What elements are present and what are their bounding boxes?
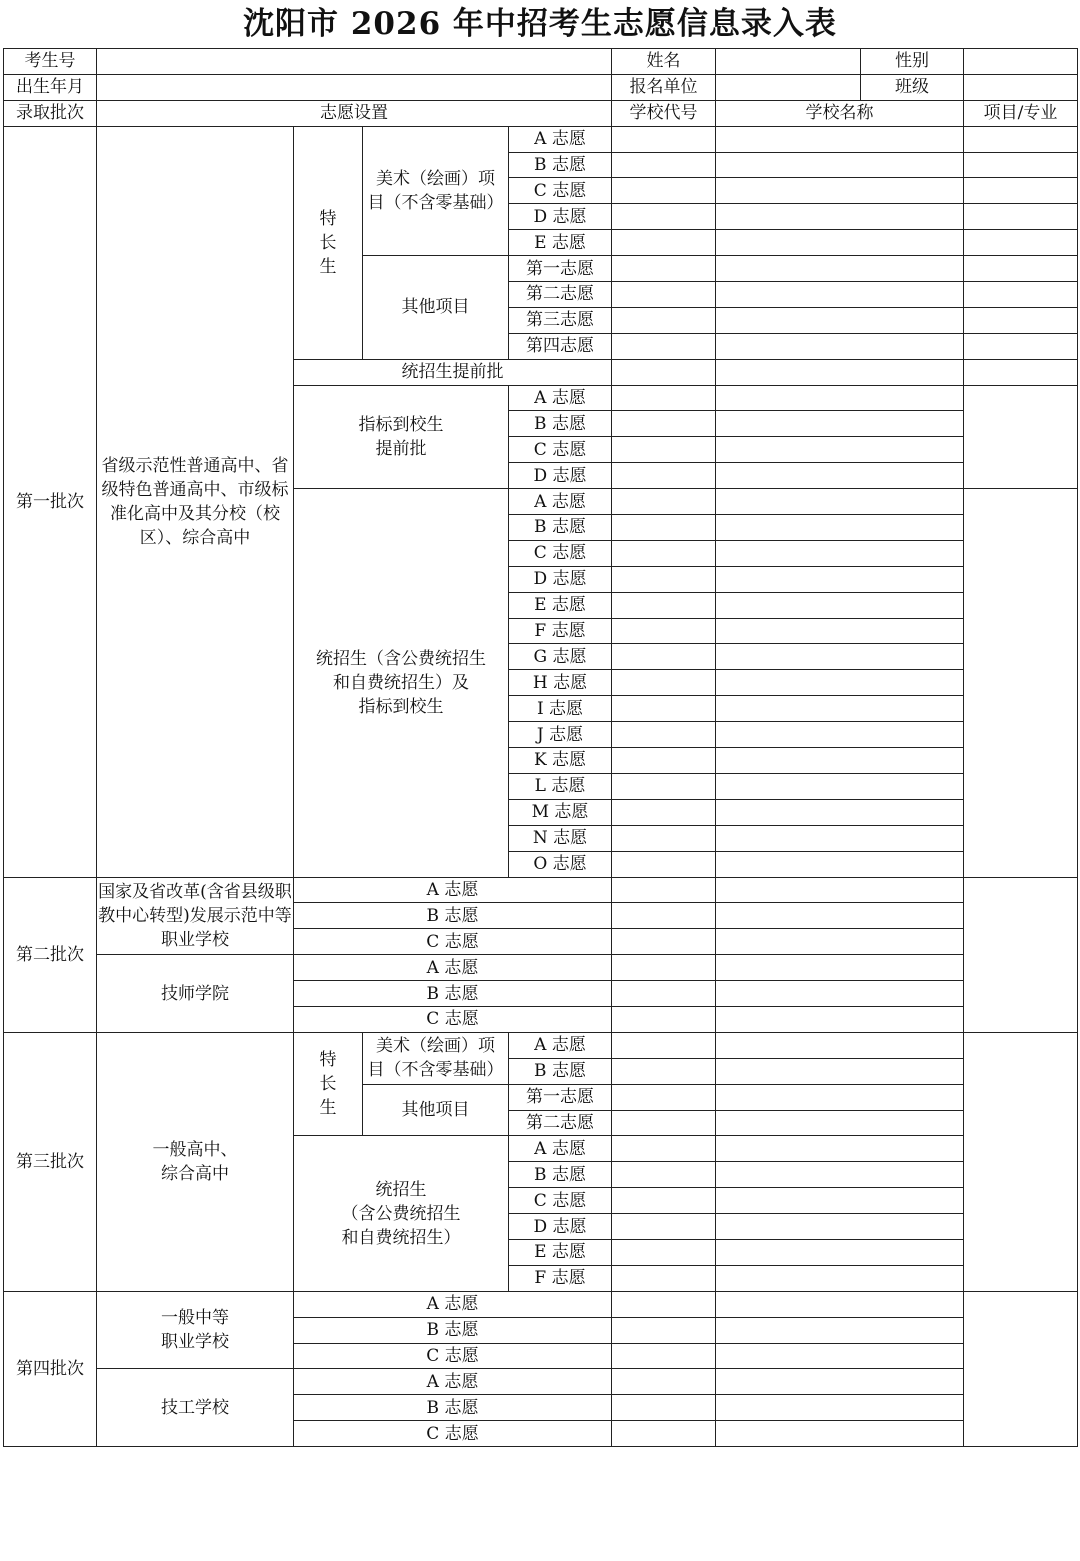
school-code-input[interactable] — [612, 126, 716, 152]
school-name-header: 学校名称 — [716, 100, 964, 126]
choice-label: 第一志愿 — [509, 256, 612, 282]
school-name-input[interactable] — [716, 670, 964, 696]
batch1-label: 第一批次 — [4, 126, 97, 877]
project-input[interactable] — [964, 126, 1078, 152]
choice-label: I 志愿 — [509, 696, 612, 722]
batch3-general-line-1: 统招生 — [375, 1179, 427, 1200]
batch3-school-type-line-1: 一般高中、 — [152, 1139, 238, 1160]
choice-label: C 志愿 — [294, 1343, 612, 1369]
choice-label: C 志愿 — [509, 178, 612, 204]
setting-header: 志愿设置 — [97, 100, 612, 126]
choice-label: B 志愿 — [509, 152, 612, 178]
school-name-input[interactable] — [716, 696, 964, 722]
school-name-input[interactable] — [716, 1032, 964, 1058]
choice-label: A 志愿 — [294, 1369, 612, 1395]
choice-label: 第一志愿 — [509, 1084, 612, 1110]
school-name-input[interactable] — [716, 1110, 964, 1136]
school-name-input[interactable] — [716, 359, 964, 385]
school-code-input[interactable] — [612, 851, 716, 877]
school-code-input[interactable] — [612, 592, 716, 618]
batch3-other-project: 其他项目 — [363, 1084, 509, 1136]
choice-label: F 志愿 — [509, 1265, 612, 1291]
school-code-input[interactable] — [612, 152, 716, 178]
batch3-specialty — [294, 1032, 363, 1136]
batch3-general-line-2: （含公费统招生 — [341, 1203, 461, 1224]
school-name-input[interactable] — [716, 1006, 964, 1032]
batch3-specialty-line-3: 生 — [319, 1098, 337, 1119]
batch4-vocational-school — [97, 1291, 294, 1369]
school-name-input[interactable] — [716, 722, 964, 748]
school-code-input[interactable] — [612, 333, 716, 359]
school-code-input[interactable] — [612, 411, 716, 437]
school-code-input[interactable] — [612, 1369, 716, 1395]
choice-label: C 志愿 — [509, 540, 612, 566]
school-code-input[interactable] — [612, 1395, 716, 1421]
choice-label: D 志愿 — [509, 463, 612, 489]
project-input[interactable] — [964, 307, 1078, 333]
school-name-input[interactable] — [716, 1239, 964, 1265]
batch1-quota-early-line-1: 指标到校生 — [358, 414, 444, 435]
application-form-table — [3, 48, 1078, 1447]
school-name-input[interactable] — [716, 1162, 964, 1188]
school-code-input[interactable] — [612, 1058, 716, 1084]
project-input[interactable] — [964, 359, 1078, 385]
school-name-input[interactable] — [716, 566, 964, 592]
school-code-input[interactable] — [612, 385, 716, 411]
project-input[interactable] — [964, 204, 1078, 230]
school-name-input[interactable] — [716, 1395, 964, 1421]
school-name-input[interactable] — [716, 230, 964, 256]
school-name-input[interactable] — [716, 825, 964, 851]
school-name-input[interactable] — [716, 515, 964, 541]
project-input[interactable] — [964, 256, 1078, 282]
choice-label: G 志愿 — [509, 644, 612, 670]
class-label: 班级 — [861, 74, 964, 100]
choice-label: B 志愿 — [509, 411, 612, 437]
choice-label: A 志愿 — [509, 1032, 612, 1058]
school-code-input[interactable] — [612, 178, 716, 204]
school-code-input[interactable] — [612, 981, 716, 1007]
birth-label: 出生年月 — [4, 74, 97, 100]
class-field[interactable] — [964, 74, 1078, 100]
school-code-input[interactable] — [612, 463, 716, 489]
choice-label: 第二志愿 — [509, 282, 612, 308]
batch-header: 录取批次 — [4, 100, 97, 126]
choice-label: E 志愿 — [509, 1239, 612, 1265]
batch4-tech-school: 技工学校 — [97, 1369, 294, 1447]
school-name-input[interactable] — [716, 1188, 964, 1214]
choice-label: A 志愿 — [294, 877, 612, 903]
school-name-input[interactable] — [716, 877, 964, 903]
choice-label: B 志愿 — [294, 981, 612, 1007]
batch1-quota-early — [294, 385, 509, 489]
birth-field[interactable] — [97, 74, 612, 100]
school-code-input[interactable] — [612, 1084, 716, 1110]
school-name-input[interactable] — [716, 618, 964, 644]
batch3-school-type-line-2: 综合高中 — [161, 1163, 229, 1184]
choice-label: 第二志愿 — [509, 1110, 612, 1136]
choice-label: L 志愿 — [509, 773, 612, 799]
school-name-input[interactable] — [716, 463, 964, 489]
choice-label: A 志愿 — [509, 385, 612, 411]
batch3-art-project — [363, 1032, 509, 1084]
school-code-input[interactable] — [612, 670, 716, 696]
batch1-art-project-line-1: 美术（绘画）项 — [376, 168, 495, 189]
project-input[interactable] — [964, 1032, 1078, 1291]
school-code-input[interactable] — [612, 1110, 716, 1136]
school-code-input[interactable] — [612, 1265, 716, 1291]
project-input[interactable] — [964, 152, 1078, 178]
school-code-input[interactable] — [612, 1032, 716, 1058]
school-code-input[interactable] — [612, 1421, 716, 1447]
school-name-input[interactable] — [716, 644, 964, 670]
school-code-input[interactable] — [612, 722, 716, 748]
project-input[interactable] — [964, 877, 1078, 1032]
school-name-input[interactable] — [716, 748, 964, 774]
school-code-input[interactable] — [612, 256, 716, 282]
school-name-input[interactable] — [716, 1343, 964, 1369]
choice-label: C 志愿 — [509, 437, 612, 463]
school-name-input[interactable] — [716, 1421, 964, 1447]
batch1-general-line-2: 和自费统招生）及 — [333, 672, 469, 693]
school-code-input[interactable] — [612, 799, 716, 825]
choice-label: A 志愿 — [509, 126, 612, 152]
batch4-vocational-school-line-1: 一般中等 — [161, 1308, 229, 1329]
project-header: 项目/专业 — [964, 100, 1078, 126]
choice-label: A 志愿 — [509, 1136, 612, 1162]
batch1-general-line-3: 指标到校生 — [358, 696, 444, 717]
school-code-input[interactable] — [612, 773, 716, 799]
batch1-art-project — [363, 126, 509, 255]
school-code-input[interactable] — [612, 877, 716, 903]
gender-label: 性别 — [861, 49, 964, 75]
choice-label: C 志愿 — [294, 1006, 612, 1032]
school-code-input[interactable] — [612, 230, 716, 256]
school-code-input[interactable] — [612, 696, 716, 722]
school-name-input[interactable] — [716, 851, 964, 877]
choice-label: A 志愿 — [294, 955, 612, 981]
school-name-input[interactable] — [716, 411, 964, 437]
school-name-input[interactable] — [716, 592, 964, 618]
school-name-input[interactable] — [716, 307, 964, 333]
choice-label: M 志愿 — [509, 799, 612, 825]
form-title: 沈阳市 2026 年中招考生志愿信息录入表 — [243, 6, 837, 42]
choice-label: B 志愿 — [294, 1317, 612, 1343]
candidate-no-label: 考生号 — [4, 49, 97, 75]
choice-label: C 志愿 — [509, 1188, 612, 1214]
school-code-input[interactable] — [612, 204, 716, 230]
school-name-input[interactable] — [716, 282, 964, 308]
choice-label: B 志愿 — [294, 903, 612, 929]
school-code-input[interactable] — [612, 929, 716, 955]
candidate-no-field[interactable] — [97, 49, 612, 75]
school-code-input[interactable] — [612, 748, 716, 774]
choice-label: H 志愿 — [509, 670, 612, 696]
batch1-specialty-line-2: 长 — [319, 232, 337, 253]
choice-label: B 志愿 — [294, 1395, 612, 1421]
school-code-input[interactable] — [612, 1136, 716, 1162]
choice-label: C 志愿 — [294, 1421, 612, 1447]
project-input[interactable] — [964, 178, 1078, 204]
school-name-input[interactable] — [716, 152, 964, 178]
school-code-input[interactable] — [612, 644, 716, 670]
unit-label: 报名单位 — [612, 74, 716, 100]
school-code-input[interactable] — [612, 282, 716, 308]
batch3-general-line-3: 和自费统招生） — [341, 1227, 461, 1248]
batch1-specialty — [294, 126, 363, 359]
school-code-input[interactable] — [612, 825, 716, 851]
school-name-input[interactable] — [716, 1136, 964, 1162]
school-code-input[interactable] — [612, 1317, 716, 1343]
project-input[interactable] — [964, 282, 1078, 308]
choice-label: E 志愿 — [509, 592, 612, 618]
school-code-input[interactable] — [612, 1239, 716, 1265]
choice-label: B 志愿 — [509, 1162, 612, 1188]
batch3-label: 第三批次 — [4, 1032, 97, 1291]
choice-label: B 志愿 — [509, 1058, 612, 1084]
name-label: 姓名 — [612, 49, 716, 75]
batch4-label: 第四批次 — [4, 1291, 97, 1446]
choice-label: J 志愿 — [509, 722, 612, 748]
school-name-input[interactable] — [716, 1214, 964, 1240]
school-name-input[interactable] — [716, 799, 964, 825]
batch1-early: 统招生提前批 — [294, 359, 612, 385]
project-input[interactable] — [964, 489, 1078, 877]
unit-field[interactable] — [716, 74, 861, 100]
batch1-specialty-line-3: 生 — [319, 256, 337, 277]
school-name-input[interactable] — [716, 437, 964, 463]
batch1-quota-early-line-2: 提前批 — [375, 438, 427, 459]
project-input[interactable] — [964, 385, 1078, 489]
batch1-other-project: 其他项目 — [363, 256, 509, 360]
batch3-general — [294, 1136, 509, 1291]
school-name-input[interactable] — [716, 903, 964, 929]
project-input[interactable] — [964, 333, 1078, 359]
choice-label: B 志愿 — [509, 515, 612, 541]
name-field[interactable] — [716, 49, 861, 75]
choice-label: E 志愿 — [509, 230, 612, 256]
project-input[interactable] — [964, 230, 1078, 256]
choice-label: O 志愿 — [509, 851, 612, 877]
school-code-input[interactable] — [612, 1188, 716, 1214]
school-code-input[interactable] — [612, 489, 716, 515]
batch3-specialty-line-1: 特 — [319, 1050, 337, 1071]
school-name-input[interactable] — [716, 929, 964, 955]
school-code-input[interactable] — [612, 515, 716, 541]
school-name-input[interactable] — [716, 333, 964, 359]
batch1-specialty-line-1: 特 — [319, 208, 337, 229]
batch2-reform-school: 国家及省改革(含省县级职教中心转型)发展示范中等职业学校 — [97, 877, 294, 955]
school-code-input[interactable] — [612, 618, 716, 644]
batch1-general-line-1: 统招生（含公费统招生 — [316, 648, 486, 669]
batch3-specialty-line-2: 长 — [319, 1074, 337, 1095]
project-input[interactable] — [964, 1291, 1078, 1446]
batch1-school-type: 省级示范性普通高中、省级特色普通高中、市级标准化高中及其分校（校区）、综合高中 — [97, 126, 294, 877]
school-code-input[interactable] — [612, 540, 716, 566]
choice-label: K 志愿 — [509, 748, 612, 774]
batch1-general — [294, 489, 509, 877]
school-code-input[interactable] — [612, 359, 716, 385]
batch4-vocational-school-line-2: 职业学校 — [161, 1332, 229, 1353]
choice-label: A 志愿 — [509, 489, 612, 515]
school-name-input[interactable] — [716, 1291, 964, 1317]
choice-label: A 志愿 — [294, 1291, 612, 1317]
school-name-input[interactable] — [716, 178, 964, 204]
choice-label: F 志愿 — [509, 618, 612, 644]
batch1-art-project-line-2: 目（不含零基础） — [367, 192, 504, 213]
school-code-input[interactable] — [612, 1343, 716, 1369]
school-code-input[interactable] — [612, 1006, 716, 1032]
choice-label: 第四志愿 — [509, 333, 612, 359]
school-code-input[interactable] — [612, 1291, 716, 1317]
school-code-input[interactable] — [612, 1214, 716, 1240]
school-name-input[interactable] — [716, 1317, 964, 1343]
school-code-input[interactable] — [612, 903, 716, 929]
batch2-technician-college: 技师学院 — [97, 955, 294, 1033]
school-name-input[interactable] — [716, 1084, 964, 1110]
choice-label: D 志愿 — [509, 1214, 612, 1240]
choice-label: C 志愿 — [294, 929, 612, 955]
school-name-input[interactable] — [716, 773, 964, 799]
choice-label: N 志愿 — [509, 825, 612, 851]
school-name-input[interactable] — [716, 1369, 964, 1395]
school-name-input[interactable] — [716, 204, 964, 230]
school-name-input[interactable] — [716, 385, 964, 411]
school-code-header: 学校代号 — [612, 100, 716, 126]
choice-label: 第三志愿 — [509, 307, 612, 333]
school-name-input[interactable] — [716, 540, 964, 566]
school-code-input[interactable] — [612, 566, 716, 592]
school-code-input[interactable] — [612, 955, 716, 981]
choice-label: D 志愿 — [509, 566, 612, 592]
school-name-input[interactable] — [716, 981, 964, 1007]
school-code-input[interactable] — [612, 437, 716, 463]
choice-label: D 志愿 — [509, 204, 612, 230]
school-code-input[interactable] — [612, 307, 716, 333]
school-name-input[interactable] — [716, 256, 964, 282]
school-name-input[interactable] — [716, 126, 964, 152]
school-name-input[interactable] — [716, 1058, 964, 1084]
batch2-label: 第二批次 — [4, 877, 97, 1032]
batch3-school-type — [97, 1032, 294, 1291]
gender-field[interactable] — [964, 49, 1078, 75]
batch3-art-project-line-2: 目（不含零基础） — [367, 1060, 504, 1081]
school-code-input[interactable] — [612, 1162, 716, 1188]
batch3-art-project-line-1: 美术（绘画）项 — [376, 1036, 495, 1057]
school-name-input[interactable] — [716, 955, 964, 981]
school-name-input[interactable] — [716, 489, 964, 515]
school-name-input[interactable] — [716, 1265, 964, 1291]
